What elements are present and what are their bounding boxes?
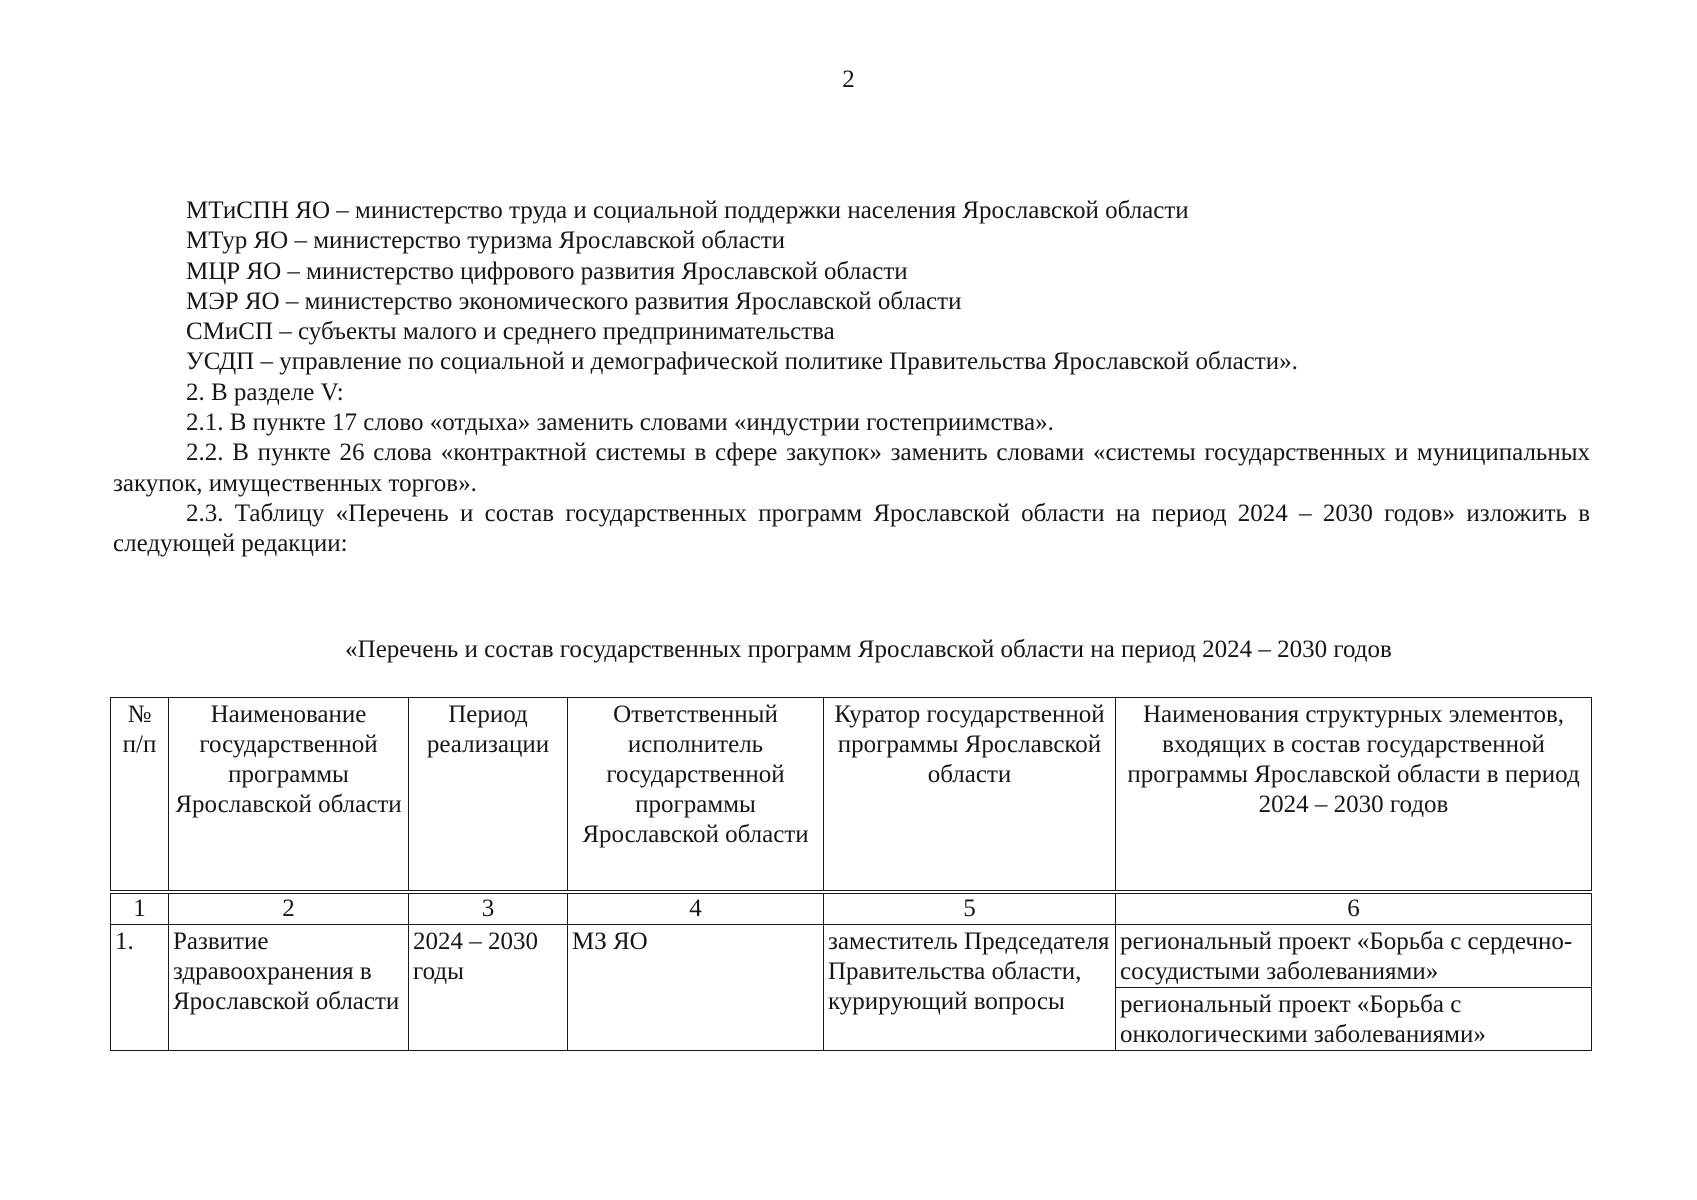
body-text xyxy=(113,196,1590,560)
abbreviation-line: МТиСПН ЯО – министерство труда и социальной поддержки населения Ярославской области xyxy=(186,197,1189,224)
paragraph-2-2: 2.2. В пункте 26 слова «контрактной системы в сфере закупок» заменить словами «системы государственных и муниципальных закупок, имущественных торгов». xyxy=(113,439,1590,497)
table-row xyxy=(111,925,1592,1051)
column-number: 1 xyxy=(111,892,169,925)
abbreviation-line: МЭР ЯО – министерство экономического развития Ярославской области xyxy=(186,287,962,315)
paragraph-2: 2. В разделе V: xyxy=(186,378,344,406)
structural-element: региональный проект «Борьба с сердечно-сосудистыми заболеваниями» xyxy=(1120,928,1573,985)
column-number: 2 xyxy=(169,892,409,925)
abbreviation-line: УСДП – управление по социальной и демографической политике Правительства Ярославской области». xyxy=(186,348,1298,376)
paragraph-2-3: 2.3. Таблицу «Перечень и состав государственных программ Ярославской области на период 2024 – 2030 годов» изложить в следующей редакции: xyxy=(113,499,1590,558)
header-program-name: Наименование государственной программы Ярославской области xyxy=(169,698,409,893)
column-number: 4 xyxy=(568,892,824,925)
column-number: 3 xyxy=(409,892,568,925)
column-number: 5 xyxy=(824,892,1116,925)
column-number: 6 xyxy=(1116,892,1592,925)
header-period: Период реализации xyxy=(409,698,568,893)
table-header-row xyxy=(111,698,1592,893)
page-number: 2 xyxy=(842,66,855,93)
row-curator: заместитель Председателя Правительства области, курирующий вопросы xyxy=(824,925,1116,1051)
abbreviation-line: СМиСП – субъекты малого и среднего предпринимательства xyxy=(186,318,835,346)
header-number: № п/п xyxy=(111,698,169,893)
row-period: 2024 – 2030 годы xyxy=(409,925,568,1051)
abbreviation-line: МЦР ЯО – министерство цифрового развития Ярославской области xyxy=(186,257,908,285)
header-curator: Куратор государственной программы Ярославской области xyxy=(824,698,1116,893)
abbreviation-line: МТур ЯО – министерство туризма Ярославской области xyxy=(186,227,785,255)
row-structural-elements xyxy=(1116,925,1592,1051)
paragraph-2-1: 2.1. В пункте 17 слово «отдыха» заменить словами «индустрии гостеприимства». xyxy=(186,409,1054,437)
header-structural-elements: Наименования структурных элементов, входящих в состав государственной программы Ярославской области в период 2024 – 2030 годов xyxy=(1116,698,1592,893)
table-title: «Перечень и состав государственных программ Ярославской области на период 2024 – 2030 годов xyxy=(345,636,1392,663)
header-executor: Ответственный исполнитель государственной программы Ярославской области xyxy=(568,698,824,893)
structural-element: региональный проект «Борьба с онкологическими заболеваниями» xyxy=(1116,987,1591,1050)
programs-table xyxy=(110,697,1592,1051)
row-program-name: Развитие здравоохранения в Ярославской области xyxy=(169,925,409,1051)
column-number-row xyxy=(111,892,1592,925)
row-executor: МЗ ЯО xyxy=(568,925,824,1051)
row-number: 1. xyxy=(111,925,169,1051)
